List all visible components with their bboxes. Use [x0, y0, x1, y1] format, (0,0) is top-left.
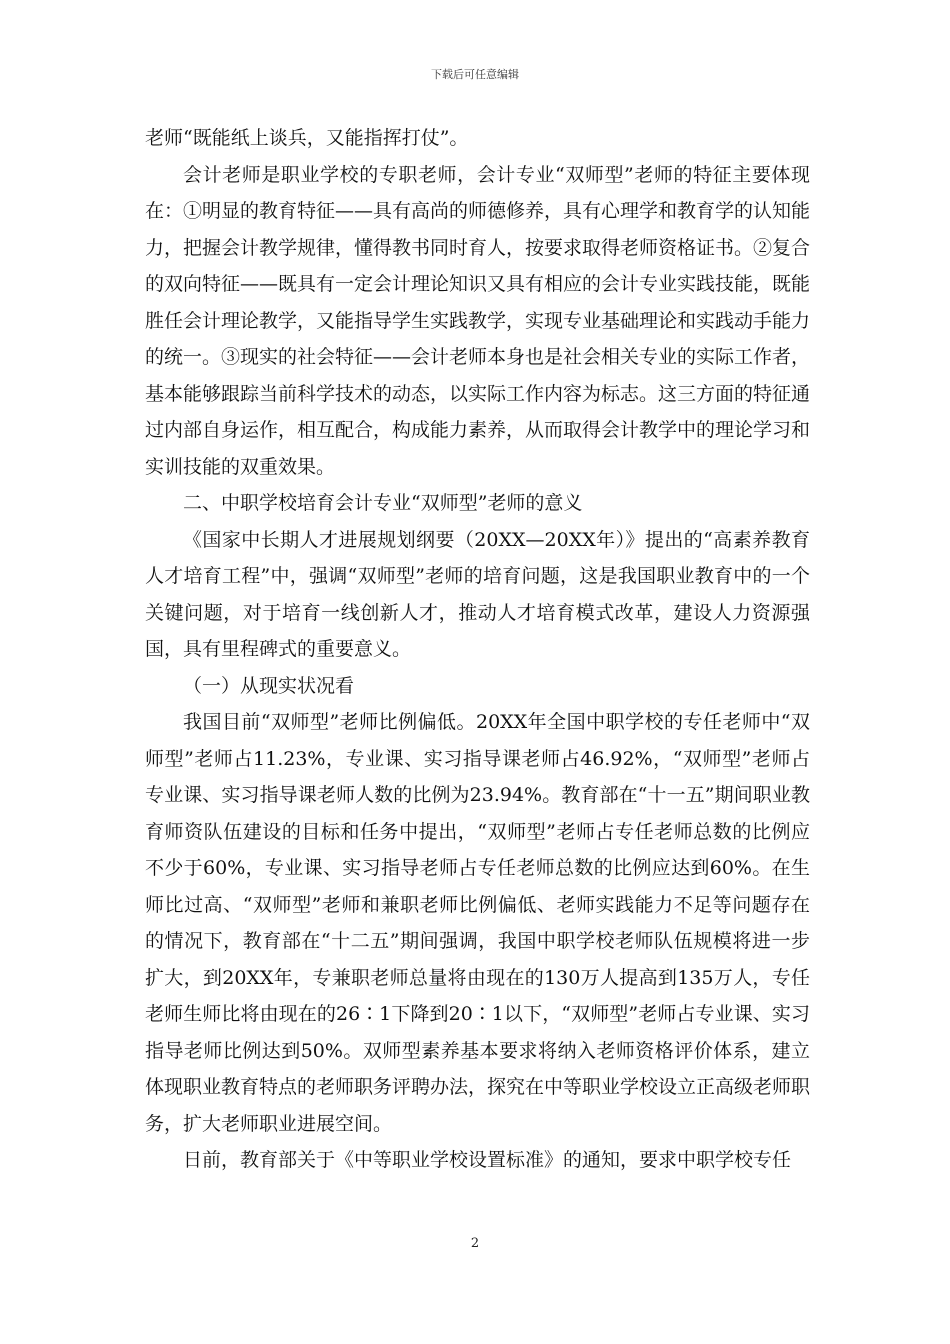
- paragraph-statistics: 我国目前“双师型”老师比例偏低。20XX年全国中职学校的专任老师中“双师型”老师占11.23%，专业课、实习指导课老师占46.92%，“双师型”老师占专业课、实习指导课老师人数的比例为23.94%。教育部在“十一五”期间职业教育师资队伍建设的目标和任务中提出，“双师型”老师占专任老师总数的比例应不少于60%，专业课、实习指导老师占专任老师总数的比例应达到60%。在生师比过高、“双师型”老师和兼职老师比例偏低、老师实践能力不足等问题存在的情况下，教育部在“十二五”期间强调，我国中职学校老师队伍规模将进一步扩大，到20XX年，专兼职老师总量将由现在的130万人提高到135万人，专任老师生师比将由现在的26∶1下降到20∶1以下，“双师型”老师占专业课、实习指导老师比例达到50%。双师型素养基本要求将纳入老师资格评价体系，建立体现职业教育特点的老师职务评聘办法，探究在中等职业学校设立正高级老师职务，扩大老师职业进展空间。: [145, 711, 811, 1135]
- paragraph-standards-notice: 日前，教育部关于《中等职业学校设置标准》的通知，要求中职学校专任: [183, 1149, 792, 1171]
- paragraph-continuation: 老师“既能纸上谈兵，又能指挥打仗”。: [145, 127, 469, 149]
- paragraph-teacher-characteristics: 会计老师是职业学校的专职老师，会计专业“双师型”老师的特征主要体现在：①明显的教育特征——具有高尚的师德修养，具有心理学和教育学的认知能力，把握会计教学规律，懂得教书同时育人，按要求取得老师资格证书。②复合的双向特征——既具有一定会计理论知识又具有相应的会计专业实践技能，既能胜任会计理论教学，又能指导学生实践教学，实现专业基础理论和实践动手能力的统一。③现实的社会特征——会计老师本身也是社会相关专业的实际工作者，基本能够跟踪当前科学技术的动态，以实际工作内容为标志。这三方面的特征通过内部自身运作，相互配合，构成能力素养，从而取得会计教学中的理论学习和实训技能的双重效果。: [145, 163, 811, 478]
- paragraph-national-plan: 《国家中长期人才进展规划纲要（20XX—20XX年）》提出的“高素养教育人才培育工程”中，强调“双师型”老师的培育问题，这是我国职业教育中的一个关键问题，对于培育一线创新人才，推动人才培育模式改革，建设人力资源强国，具有里程碑式的重要意义。: [145, 528, 810, 660]
- section-heading-significance: 二、中职学校培育会计专业“双师型”老师的意义: [183, 492, 583, 514]
- subsection-heading-current-status: （一）从现实状况看: [183, 674, 355, 697]
- page-number: 2: [470, 1236, 480, 1251]
- document-body: [145, 120, 810, 1179]
- page-header: 下载后可任意编辑: [431, 68, 519, 81]
